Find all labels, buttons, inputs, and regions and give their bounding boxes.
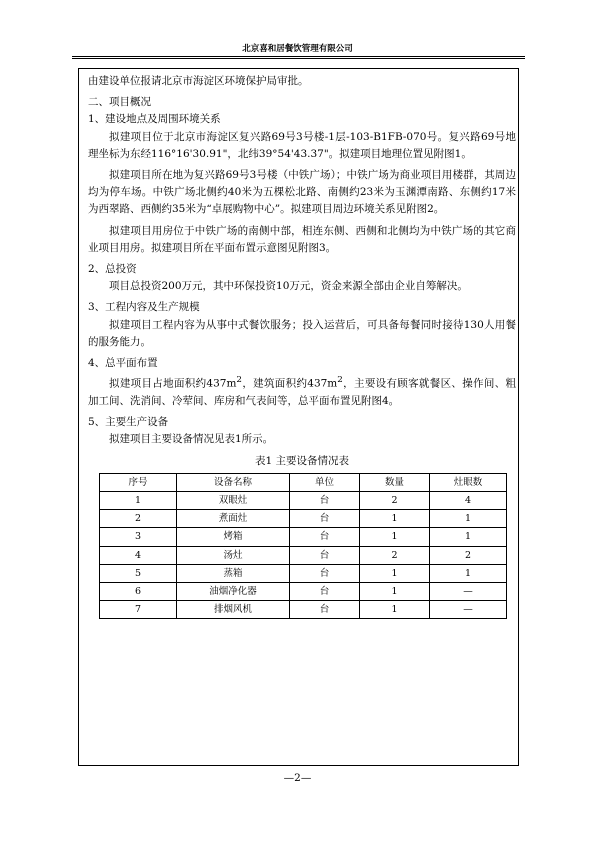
table-row <box>100 564 507 582</box>
table-cell: 煮面灶 <box>177 510 290 528</box>
table-caption: 表1 主要设备情况表 <box>254 454 350 467</box>
table-cell: 蒸箱 <box>177 564 290 582</box>
table-cell: 台 <box>290 546 360 564</box>
subsection-title-investment: 2、总投资 <box>88 263 137 276</box>
section-heading: 二、项目概况 <box>88 96 151 109</box>
table-cell: 4 <box>430 491 507 509</box>
table-cell: 台 <box>290 510 360 528</box>
location-paragraph: 拟建项目位于北京市海淀区复兴路69号3号楼-1层-103-B1FB-070号。复兴路69号地理坐标为东经116°16'30.91"，北纬39°54'43.37"。拟建项目地理位置见附图1。 <box>88 130 516 160</box>
table-cell: 台 <box>290 491 360 509</box>
intro-paragraph: 由建设单位报请北京市海淀区环境保护局审批。 <box>88 75 309 87</box>
table-cell: 汤灶 <box>177 546 290 564</box>
table-cell: 4 <box>100 546 177 564</box>
table-cell: 1 <box>360 601 430 619</box>
table-cell: 2 <box>100 510 177 528</box>
table-cell: 5 <box>100 564 177 582</box>
column-header: 灶眼数 <box>430 473 507 491</box>
table-cell: 1 <box>360 510 430 528</box>
table-cell: 1 <box>430 564 507 582</box>
page-number: —2— <box>283 772 312 784</box>
table-cell: — <box>430 601 507 619</box>
equipment-table <box>99 473 507 620</box>
document-body <box>88 73 516 619</box>
scope-paragraph: 拟建项目工程内容为从事中式餐饮服务；投入运营后，可具备每餐同时接待130人用餐的服务能力。 <box>88 318 516 348</box>
column-header: 单位 <box>290 473 360 491</box>
table-cell: 1 <box>360 582 430 600</box>
subsection-title-location: 1、建设地点及周围环境关系 <box>88 113 221 126</box>
table-cell: 1 <box>430 528 507 546</box>
subsection-title-layout: 4、总平面布置 <box>88 357 158 370</box>
subsection-title-equipment: 5、主要生产设备 <box>88 416 169 429</box>
investment-paragraph: 项目总投资200万元，其中环保投资10万元，资金来源全部由企业自筹解决。 <box>109 280 468 293</box>
table-cell: 台 <box>290 528 360 546</box>
table-cell: 油烟净化器 <box>177 582 290 600</box>
layout-paragraph: 拟建项目占地面积约$437m^2$，建筑面积约$437m^2$，主要设有顾客就餐区、操作间、粗加工间、洗消间、冷荤间、库房和气表间等，总平面布置见附图4。 <box>88 375 517 407</box>
table-cell: 排烟风机 <box>177 601 290 619</box>
table-row <box>100 546 507 564</box>
table-cell: 1 <box>100 491 177 509</box>
table-cell: 台 <box>290 582 360 600</box>
table-cell: 6 <box>100 582 177 600</box>
table-row <box>100 528 507 546</box>
table-cell: 台 <box>290 564 360 582</box>
subsection-title-scope: 3、工程内容及生产规模 <box>88 301 200 314</box>
table-cell: 1 <box>360 564 430 582</box>
table-cell: — <box>430 582 507 600</box>
table-cell: 3 <box>100 528 177 546</box>
table-cell: 7 <box>100 601 177 619</box>
column-header: 序号 <box>100 473 177 491</box>
surroundings-paragraph: 拟建项目所在地为复兴路69号3号楼（中铁广场）；中铁广场为商业项目用楼群，其周边均为停车场。中铁广场北侧约40米为五棵松北路、南侧约23米为玉渊潭南路、东侧约17米为西翠路、西侧约35米为“卓展购物中心”。拟建项目周边环境关系见附图2。 <box>88 169 516 216</box>
table-cell: 2 <box>360 491 430 509</box>
table-cell: 烤箱 <box>177 528 290 546</box>
table-row <box>100 601 507 619</box>
table-row <box>100 582 507 600</box>
table-row <box>100 491 507 509</box>
column-header: 设备名称 <box>177 473 290 491</box>
table-cell: 1 <box>430 510 507 528</box>
table-cell: 台 <box>290 601 360 619</box>
room-layout-paragraph: 拟建项目用房位于中铁广场的南侧中部，相连东侧、西侧和北侧均为中铁广场的其它商业项目用房。拟建项目所在平面布置示意图见附图3。 <box>88 224 516 254</box>
page-header: 北京喜和居餐饮管理有限公司 <box>242 44 353 54</box>
table-cell: 2 <box>360 546 430 564</box>
column-header: 数量 <box>360 473 430 491</box>
header-rule-thin <box>72 58 525 59</box>
table-header-row <box>100 473 507 491</box>
table-cell: 1 <box>360 528 430 546</box>
table-row <box>100 510 507 528</box>
header-rule <box>72 56 525 57</box>
table-cell: 双眼灶 <box>177 491 290 509</box>
equipment-intro: 拟建项目主要设备情况见表1所示。 <box>109 433 274 446</box>
table-cell: 2 <box>430 546 507 564</box>
